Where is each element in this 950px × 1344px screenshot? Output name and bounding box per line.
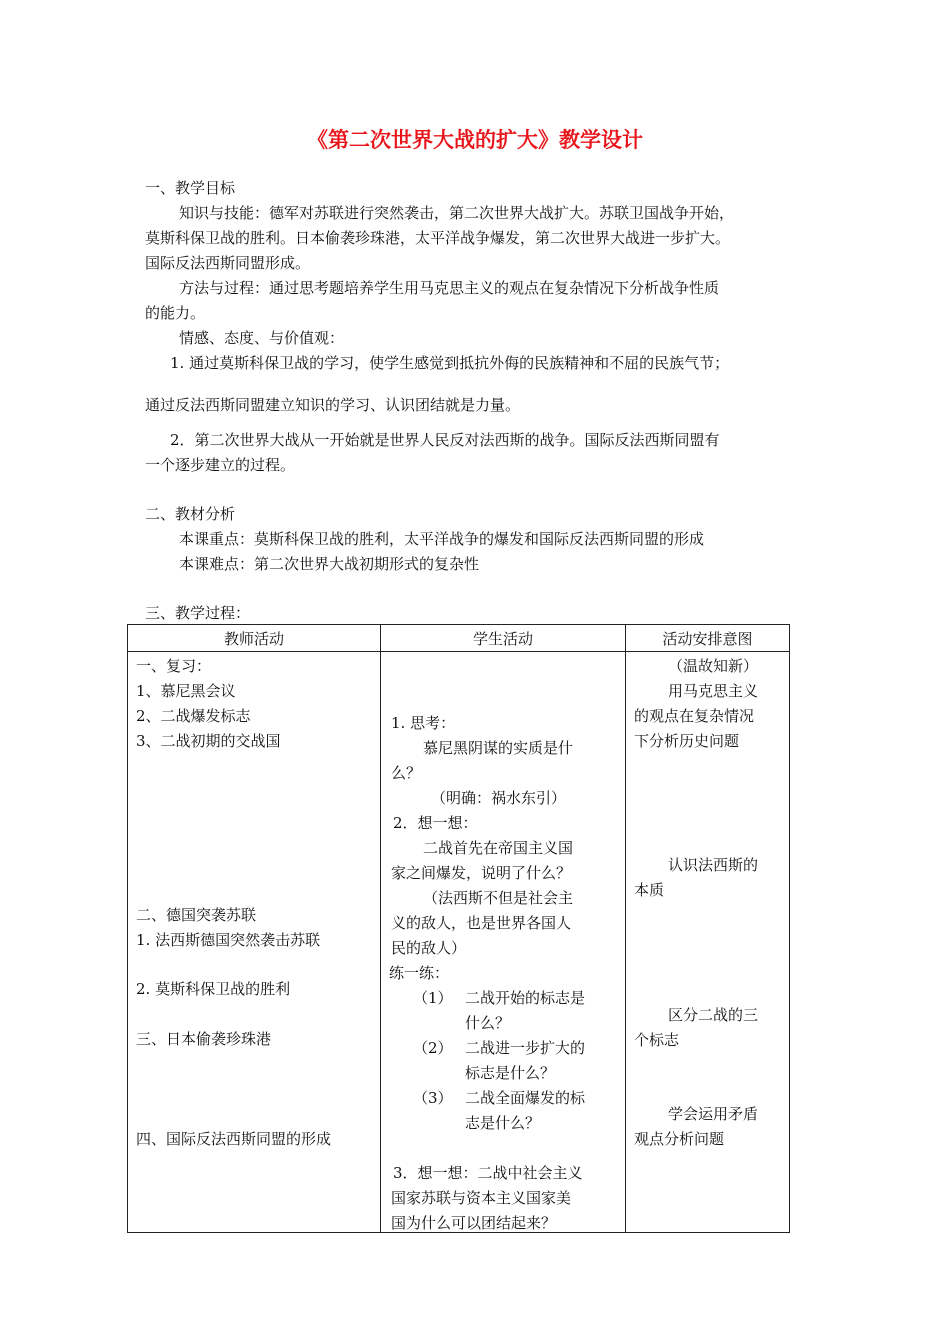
intent-line: 区分二战的三 (668, 1006, 759, 1024)
analysis-key-points: 本课重点：莫斯科保卫战的胜利，太平洋战争的爆发和国际反法西斯同盟的形成 (179, 530, 705, 548)
student-line: 3．想一想：二战中社会主义 (393, 1164, 583, 1182)
student-line: 二战全面爆发的标 (465, 1089, 586, 1107)
student-line: 民的敌人） (391, 939, 467, 957)
exercise-number: （1） (413, 989, 453, 1007)
emotion-item-2-line-1: 2．第二次世界大战从一开始就是世界人民反对法西斯的战争。国际反法西斯同盟有 (170, 431, 720, 449)
student-line: 二战首先在帝国主义国 (423, 839, 574, 857)
intent-line: 下分析历史问题 (634, 732, 740, 750)
intent-line: 学会运用矛盾 (668, 1105, 759, 1123)
method-line-2: 的能力。 (145, 304, 206, 322)
intent-line: 本质 (634, 881, 665, 899)
intent-line: （温故知新） (668, 657, 759, 675)
teacher-line: 四、国际反法西斯同盟的形成 (136, 1130, 332, 1148)
emotion-item-1-cont: 通过反法西斯同盟建立知识的学习、认识团结就是力量。 (145, 396, 521, 414)
table-body-row (128, 652, 790, 1233)
column-header-teacher: 教师活动 (128, 625, 381, 652)
activity-intent-cell (626, 652, 790, 1233)
intent-line: 个标志 (634, 1031, 680, 1049)
teacher-line: 1、慕尼黑会议 (136, 682, 236, 700)
teacher-line: 1. 法西斯德国突然袭击苏联 (136, 931, 321, 949)
student-line: 二战进一步扩大的 (465, 1039, 586, 1057)
knowledge-line-2: 莫斯科保卫战的胜利。日本偷袭珍珠港，太平洋战争爆发，第二次世界大战进一步扩大。 (145, 229, 731, 247)
student-line: 练一练： (389, 964, 450, 982)
column-header-student: 学生活动 (381, 625, 626, 652)
intent-line: 观点分析问题 (634, 1130, 725, 1148)
document-title: 《第二次世界大战的扩大》教学设计 (307, 128, 643, 152)
student-line: 标志是什么？ (465, 1064, 556, 1082)
teacher-line: 三、日本偷袭珍珠港 (136, 1030, 272, 1048)
analysis-difficulty: 本课难点：第二次世界大战初期形式的复杂性 (179, 555, 480, 573)
student-line: （明确：祸水东引） (431, 789, 567, 807)
teacher-activity-cell (128, 652, 381, 1233)
student-activity-cell (381, 652, 626, 1233)
knowledge-line-3: 国际反法西斯同盟形成。 (145, 254, 311, 272)
table-header-row (128, 625, 790, 652)
teaching-process-table (127, 624, 790, 1233)
objectives-heading: 一、教学目标 (145, 179, 236, 197)
exercise-number: （2） (413, 1039, 453, 1057)
emotion-item-1: 1. 通过莫斯科保卫战的学习，使学生感觉到抵抗外侮的民族精神和不屈的民族气节； (170, 354, 730, 372)
column-header-intent: 活动安排意图 (626, 625, 790, 652)
exercise-number: （3） (413, 1089, 453, 1107)
emotion-heading: 情感、态度、与价值观： (179, 329, 345, 347)
teacher-line: 一、复习： (136, 657, 212, 675)
teacher-line: 2、二战爆发标志 (136, 707, 251, 725)
student-line: 慕尼黑阴谋的实质是什 (423, 739, 574, 757)
teacher-line: 3、二战初期的交战国 (136, 732, 281, 750)
student-line: 志是什么？ (465, 1114, 541, 1132)
teacher-line: 二、德国突袭苏联 (136, 906, 257, 924)
intent-line: 用马克思主义 (668, 682, 759, 700)
emotion-item-2-line-2: 一个逐步建立的过程。 (145, 456, 296, 474)
analysis-heading: 二、教材分析 (145, 505, 236, 523)
knowledge-line-1: 知识与技能：德军对苏联进行突然袭击，第二次世界大战扩大。苏联卫国战争开始， (179, 204, 735, 222)
process-heading: 三、教学过程： (145, 604, 251, 622)
student-line: 2．想一想： (393, 814, 478, 832)
student-line: （法西斯不但是社会主 (423, 889, 574, 907)
student-line: 么？ (391, 764, 422, 782)
method-line-1: 方法与过程：通过思考题培养学生用马克思主义的观点在复杂情况下分析战争性质 (179, 279, 720, 297)
teacher-line: 2. 莫斯科保卫战的胜利 (136, 980, 291, 998)
student-line: 什么？ (465, 1014, 511, 1032)
student-line: 1. 思考： (391, 714, 456, 732)
intent-line: 认识法西斯的 (668, 856, 759, 874)
student-line: 家之间爆发，说明了什么？ (391, 864, 572, 882)
student-line: 二战开始的标志是 (465, 989, 586, 1007)
student-line: 国家苏联与资本主义国家美 (391, 1189, 572, 1207)
intent-line: 的观点在复杂情况 (634, 707, 755, 725)
student-line: 国为什么可以团结起来？ (391, 1214, 557, 1232)
student-line: 义的敌人，也是世界各国人 (391, 914, 572, 932)
